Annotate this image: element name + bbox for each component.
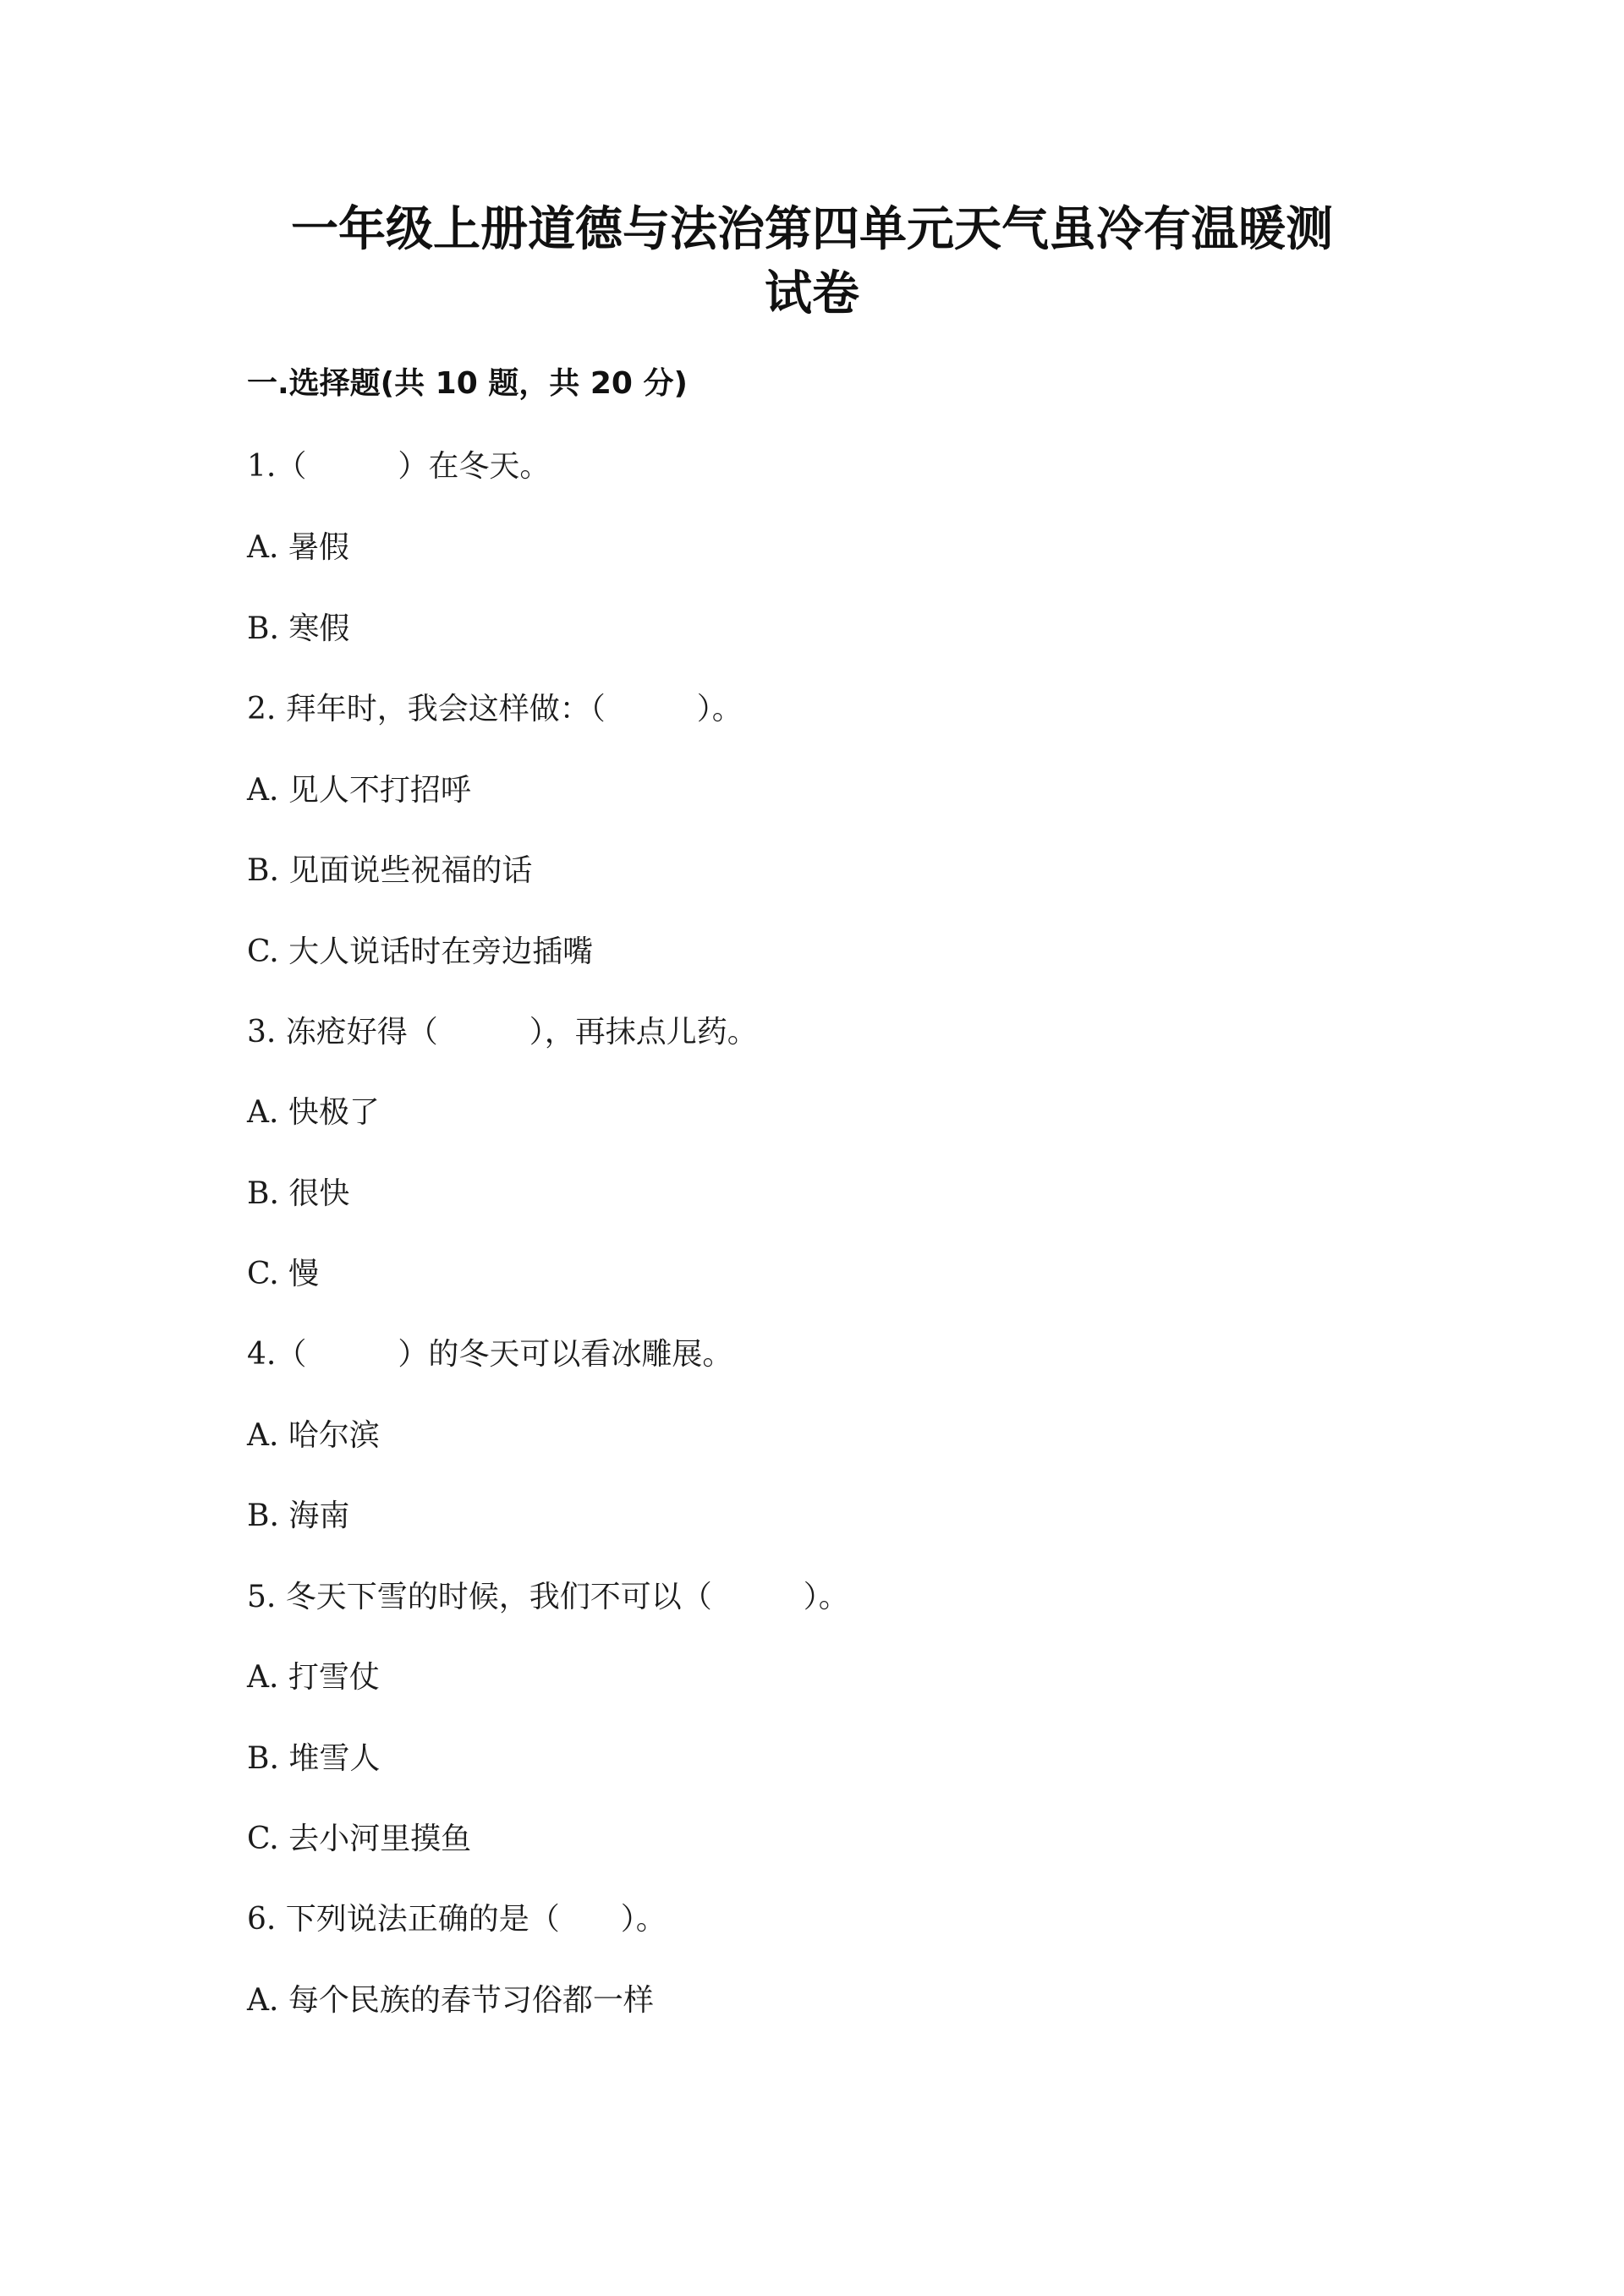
question-2-option-b: B. 见面说些祝福的话 — [247, 853, 533, 888]
question-6-option-a: A. 每个民族的春节习俗都一样 — [247, 1983, 654, 2018]
question-2-stem: 2. 拜年时，我会这样做：（ ）。 — [247, 692, 743, 726]
question-6-stem: 6. 下列说法正确的是（ ）。 — [247, 1902, 667, 1937]
question-5-option-c: C. 去小河里摸鱼 — [247, 1822, 472, 1856]
question-1-option-a: A. 暑假 — [247, 530, 349, 565]
question-5-stem: 5. 冬天下雪的时候，我们不可以（ ）。 — [247, 1580, 849, 1614]
question-3-stem: 3. 冻疮好得（ ），再抹点儿药。 — [247, 1015, 758, 1049]
question-3-option-c: C. 慢 — [247, 1257, 320, 1291]
question-2-option-a: A. 见人不打招呼 — [247, 773, 471, 808]
question-1-stem: 1.（ ）在冬天。 — [247, 449, 551, 484]
page-title-line-2: 试卷 — [765, 266, 859, 321]
page-title-line-1: 一年级上册道德与法治第四单元天气虽冷有温暖测 — [291, 202, 1333, 257]
question-5-option-a: A. 打雪仗 — [247, 1660, 380, 1695]
question-5-option-b: B. 堆雪人 — [247, 1741, 381, 1776]
question-4-option-a: A. 哈尔滨 — [247, 1418, 380, 1453]
question-4-option-b: B. 海南 — [247, 1499, 350, 1533]
question-2-option-c: C. 大人说话时在旁边插嘴 — [247, 934, 594, 969]
question-1-option-b: B. 寒假 — [247, 611, 350, 646]
question-4-stem: 4.（ ）的冬天可以看冰雕展。 — [247, 1337, 733, 1372]
section-heading: 一.选择题(共 10 题，共 20 分) — [247, 366, 688, 401]
question-3-option-a: A. 快极了 — [247, 1095, 380, 1130]
question-3-option-b: B. 很快 — [247, 1176, 350, 1211]
